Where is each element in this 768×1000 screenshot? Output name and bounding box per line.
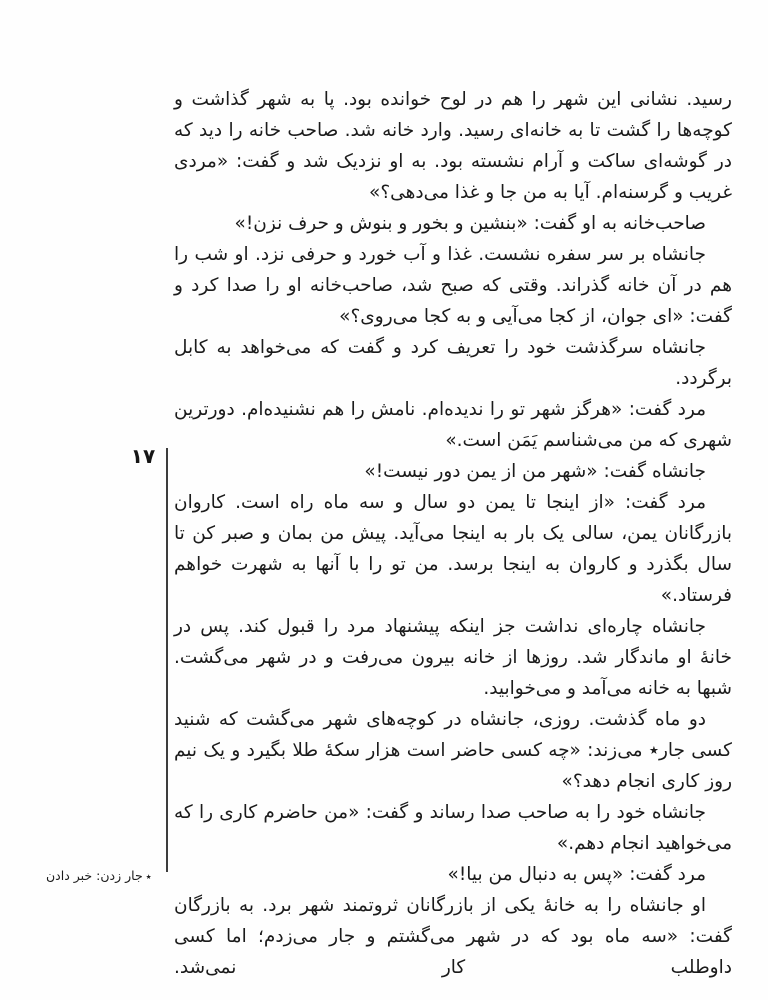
story-paragraph: جانشاه سرگذشت خود را تعریف کرد و گفت که می‌خواهد به کابل برگردد. [174, 337, 732, 389]
margin-divider-line [166, 448, 168, 872]
story-paragraph: جانشاه چاره‌ای نداشت جز اینکه پیشنهاد مرد را قبول کند. پس در خانهٔ او ماندگار شد. روزها از خانه بیرون می‌رفت و در شهر می‌گشت. شبها به خانه می‌آمد و می‌خوابید. [174, 616, 732, 699]
story-paragraph: دو ماه گذشت. روزی، جانشاه در کوچه‌های شهر می‌گشت که شنید کسی جار٭ می‌زند: «چه کسی حاضر است هزار سکهٔ طلا بگیرد و یک نیم روز کاری انجام دهد؟» [174, 709, 732, 792]
story-paragraph: جانشاه خود را به صاحب صدا رساند و گفت: «من حاضرم کاری را که می‌خواهید انجام دهم.» [174, 802, 732, 854]
story-paragraph: رسید. نشانی این شهر را هم در لوح خوانده بود. پا به شهر گذاشت و کوچه‌ها را گشت تا به خانه‌ای رسید. وارد خانه شد. صاحب خانه را دید که در گوشه‌ای ساکت و آرام نشسته بود. به او نزدیک شد و گفت: «مردی غریب و گرسنه‌ام. آیا به من جا و غذا می‌دهی؟» [174, 89, 732, 203]
page-number: ۱۷ [130, 444, 156, 468]
story-paragraph: مرد گفت: «از اینجا تا یمن دو سال و سه ماه راه است. کاروان بازرگانان یمن، سالی یک بار به اینجا می‌آید. پیش من بمان و صبر کن تا سال بگذرد و کاروان به اینجا برسد. من تو را با آنها به شهرت خواهم فرستاد.» [174, 492, 732, 606]
footnote-asterisk-icon: ٭ [145, 870, 152, 883]
story-paragraph: مرد گفت: «پس به دنبال من بیا!» [447, 864, 706, 885]
story-paragraph: جانشاه بر سر سفره نشست. غذا و آب خورد و حرفی نزد. او شب را هم در آن خانه گذراند. وقتی که صبح شد، صاحب‌خانه او را صدا کرد و گفت: «ای جوان، از کجا می‌آیی و به کجا می‌روی؟» [174, 244, 732, 327]
story-text [174, 84, 732, 983]
story-paragraph: او جانشاه را به خانهٔ یکی از بازرگانان ثروتمند شهر برد. به بازرگان گفت: «سه ماه بود که در شهر می‌گشتم و جار می‌زدم؛ اما کسی داوطلب کار نمی‌شد. [174, 895, 732, 978]
footnote [46, 868, 152, 883]
story-paragraph: صاحب‌خانه به او گفت: «بنشین و بخور و بنوش و حرف نزن!» [234, 213, 706, 234]
footnote-text: جار زدن: خبر دادن [46, 868, 143, 883]
story-paragraph: جانشاه گفت: «شهر من از یمن دور نیست!» [364, 461, 706, 482]
story-paragraph: مرد گفت: «هرگز شهر تو را ندیده‌ام. نامش را هم نشنیده‌ام. دورترین شهری که من می‌شناسم یَمَن است.» [174, 399, 732, 451]
